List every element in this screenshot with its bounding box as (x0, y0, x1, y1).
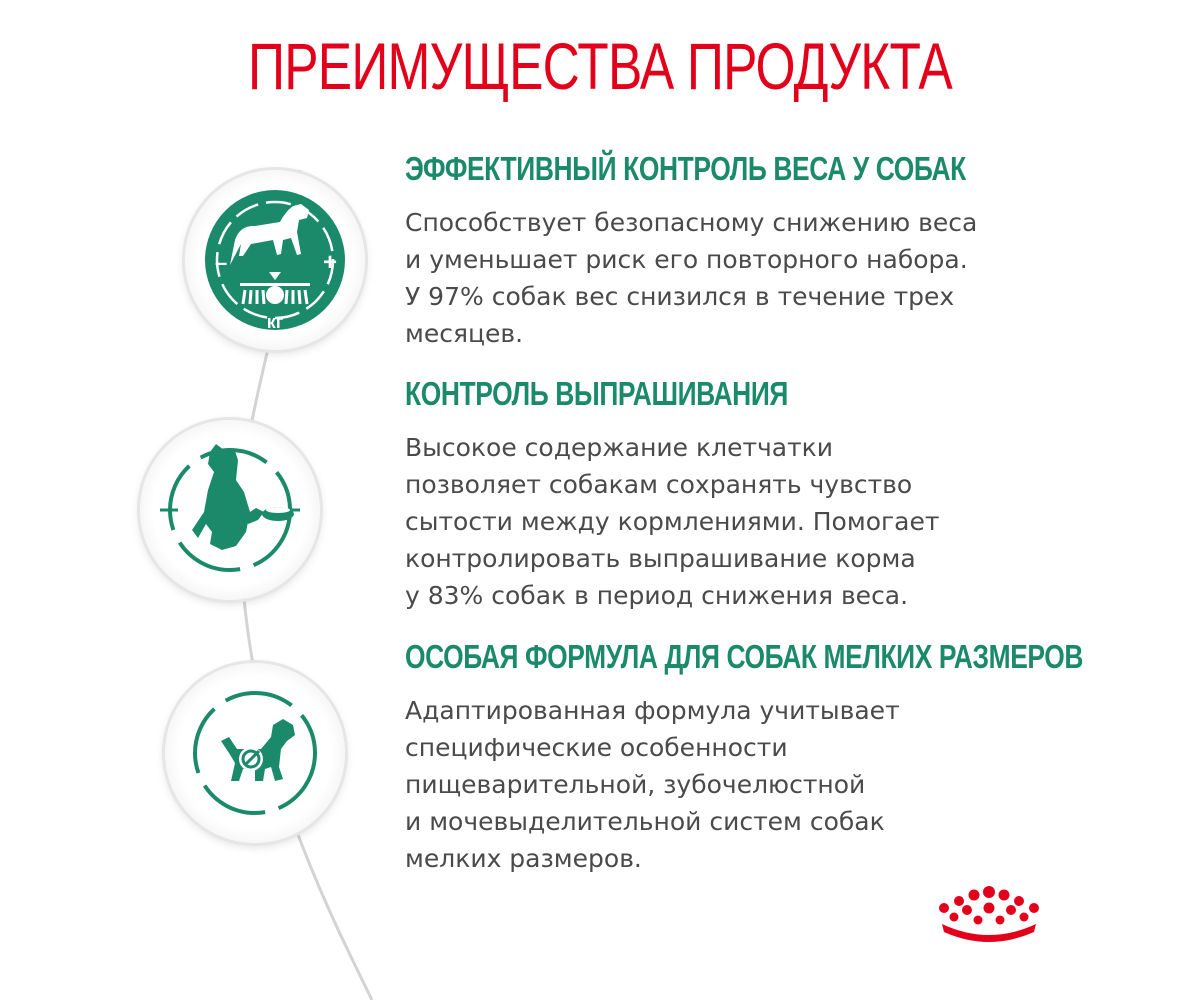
weight-control-icon (185, 170, 365, 350)
begging-control-dog-icon (140, 420, 320, 600)
benefit-small-dog-formula (405, 638, 1085, 877)
scale-minus-label: – (215, 250, 228, 275)
description-line: У 97% собак вес снизился в течение трех (405, 282, 955, 311)
begging-control-icon (140, 420, 320, 600)
description-line: и мочевыделительной систем собак (405, 807, 885, 836)
description-line: месяцев. (405, 319, 524, 348)
benefit-title: ОСОБАЯ ФОРМУЛА ДЛЯ СОБАК МЕЛКИХ РАЗМЕРОВ (405, 638, 1084, 675)
page-title: ПРЕИМУЩЕСТВА ПРОДУКТА (248, 29, 952, 103)
benefit-description (405, 429, 1085, 614)
description-line: контролировать выпрашивание корма (405, 544, 916, 573)
weight-control-dog-icon (185, 170, 365, 350)
description-line: позволяет собакам сохранять чувство (405, 470, 913, 499)
description-line: Высокое содержание клетчатки (405, 433, 834, 462)
description-line: пищеварительной, зубочелюстной (405, 770, 866, 799)
small-dog-formula-icon (165, 663, 345, 843)
description-line: Адаптированная формула учитывает (405, 696, 900, 725)
description-line: специфические особенности (405, 733, 788, 762)
description-line: сытости между кормлениями. Помогает (405, 507, 940, 536)
description-line: Способствует безопасному снижению веса (405, 208, 978, 237)
description-line: у 83% собак в период снижения веса. (405, 581, 909, 610)
royal-canin-crown-logo (934, 884, 1044, 944)
benefit-weight-control (405, 150, 1085, 352)
benefit-description (405, 692, 1085, 877)
benefit-title: КОНТРОЛЬ ВЫПРАШИВАНИЯ (405, 375, 788, 412)
description-line: и уменьшает риск его повторного набора. (405, 245, 968, 274)
description-line: мелких размеров. (405, 844, 642, 873)
benefit-title: ЭФФЕКТИВНЫЙ КОНТРОЛЬ ВЕСА У СОБАК (405, 150, 966, 187)
benefit-description (405, 204, 1085, 352)
scale-plus-label: + (323, 249, 338, 276)
small-dog-formula-icon-wrapper (165, 663, 345, 843)
scale-unit-label: кг (266, 312, 284, 332)
benefit-begging-control (405, 375, 1085, 614)
